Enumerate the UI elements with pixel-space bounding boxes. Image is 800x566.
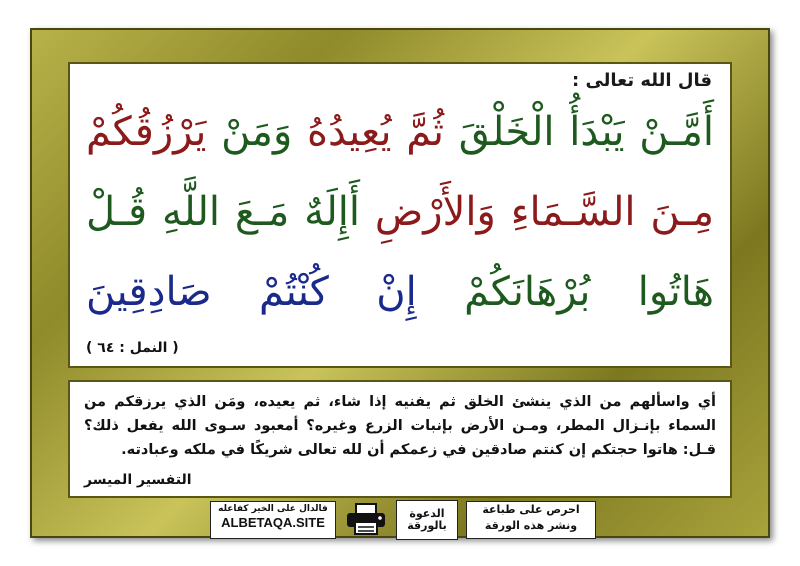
- verse-line-3: [86, 268, 714, 316]
- footer-site-box: [210, 501, 336, 539]
- tafsir-text: أي واسألهم من الذي ينشئ الخلق ثم يفنيه إذا شاء، ثم يعيده، ومَن الذي يرزقكم من السماء بإنـزال المطر، ومـن الأرض بإنبات الزرع وغيره؟ أمعبود سـوى الله يفعل ذلك؟ قـل: هاتوا حجتكم إن كنتم صادقين في زعمكم أن لله تعالى شريكًا في ملكه وعبادته.: [84, 394, 716, 458]
- verse-line-2: [86, 188, 714, 236]
- printer-icon: [344, 502, 388, 536]
- footer-print-box: [466, 501, 596, 539]
- verse-segment: أَمَّـنْ يَبْدَأُ الْخَلْقَ: [458, 109, 715, 155]
- footer-print-line-2: ونشر هذه الورقة: [484, 519, 578, 532]
- logo-line-2: بالورقة: [407, 519, 447, 532]
- verse-panel: [68, 62, 732, 368]
- tafsir-source: التفسير الميسر: [84, 472, 192, 488]
- verse-segment: مِـنَ السَّـمَاءِ وَالأَرْضِ: [360, 189, 714, 235]
- verse-line-1: [86, 108, 714, 156]
- verse-intro: قال الله تعالى :: [571, 70, 712, 91]
- surah-reference: ( النمل : ٦٤ ): [86, 340, 179, 356]
- tafsir-panel: [68, 380, 732, 498]
- verse-segment: يَرْزُقُكُمْ: [86, 109, 207, 155]
- verse-segment: وَمَنْ: [206, 109, 293, 155]
- dawah-logo: [396, 500, 458, 540]
- verse-segment: إِنْ كُنْتُمْ صَادِقِينَ: [86, 269, 417, 315]
- verse-segment: أَإِلَهٌ مَـعَ اللَّهِ: [147, 189, 361, 235]
- verse-segment: قُـلْ: [86, 189, 148, 235]
- footer-print-line-1: احرص على طباعة: [482, 503, 580, 516]
- logo-line-1: الدعوة: [409, 507, 445, 520]
- verse-segment: هَاتُوا بُرْهَانَكُمْ: [416, 269, 714, 315]
- footer-site: ALBETAQA.SITE: [221, 515, 325, 530]
- verse-segment: ثُمَّ يُعِيدُهُ: [292, 109, 459, 155]
- footer-motto: فالدال على الخير كفاعله: [218, 504, 328, 514]
